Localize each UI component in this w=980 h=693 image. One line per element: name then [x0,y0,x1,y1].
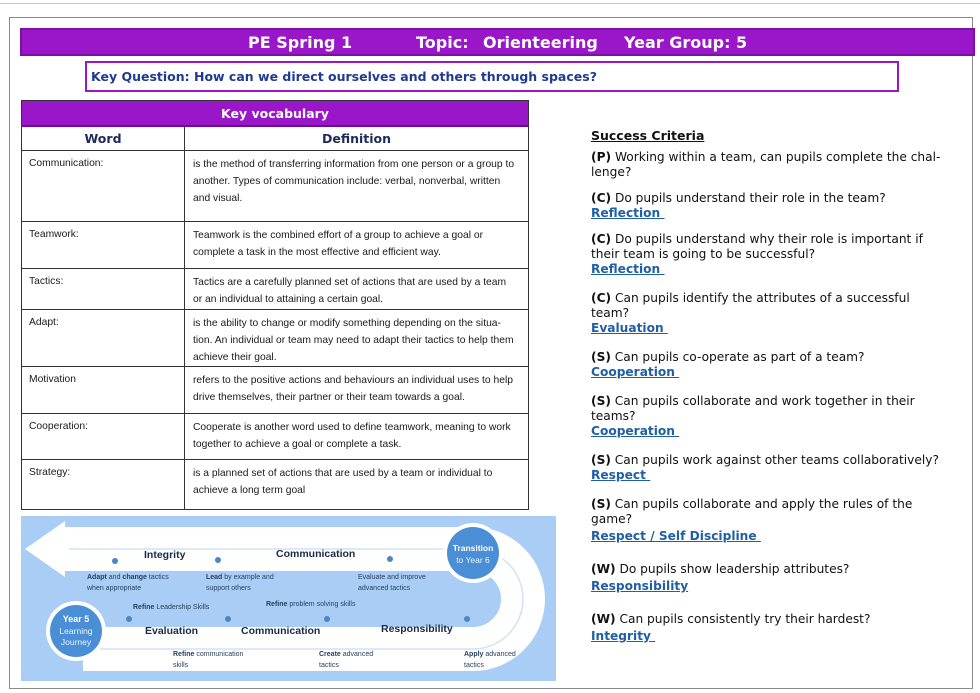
end-badge-sub: to Year 6 [456,555,490,565]
vocab-word: Strategy: [22,460,185,510]
note-adapt-2: when appropriate [87,585,142,592]
criteria-item [591,612,951,644]
criteria-code: (C) [591,232,612,246]
note-evaluate-2: advanced tactics [358,585,411,592]
criteria-code: (S) [591,497,611,511]
vocab-word: Cooperation: [22,414,185,460]
end-badge [443,523,503,583]
vocabulary-title: Key vocabulary [22,101,529,127]
table-row [22,310,529,367]
journey-dot [215,557,221,563]
criteria-item [591,291,951,336]
journey-dot [464,616,470,622]
top-rule [0,3,980,4]
note-lead: Lead by example and [206,574,274,581]
stage-communication-bottom: Communication [241,625,321,637]
criteria-item [591,150,951,180]
criteria-item [591,394,951,439]
criteria-code: (C) [591,191,612,205]
end-badge-title: Transition [452,543,494,553]
value-link-cooperation[interactable]: Cooperation [591,424,680,438]
journey-dot [112,558,118,564]
criteria-code: (W) [591,562,616,576]
criteria-code: (C) [591,291,612,305]
stage-evaluation: Evaluation [145,625,199,637]
topic-name: Orienteering [483,33,598,52]
table-row [22,460,529,510]
start-badge [46,601,106,661]
value-link-cooperation[interactable]: Cooperation [591,365,680,379]
vocab-word: Tactics: [22,269,185,310]
table-row [22,367,529,414]
journey-dot [324,616,330,622]
year-group: Year Group: 5 [624,33,748,52]
value-link-reflection[interactable]: Reflection [591,206,665,220]
vocab-word: Communication: [22,151,185,222]
note-apply-2: tactics [464,662,484,669]
value-link-integrity[interactable]: Integrity [591,629,656,643]
vocab-word: Motivation [22,367,185,414]
table-row [22,151,529,222]
criteria-item [591,453,951,483]
note-adapt: Adapt and change tactics [87,574,169,581]
vocab-definition: Cooperate is another word used to define teamwork, meaning to work together to achieve a goal or complete a task. [185,414,529,460]
criteria-code: (W) [591,612,616,626]
success-criteria-title: Success Criteria [591,128,705,143]
value-link-responsibility[interactable]: Responsibility [591,579,689,593]
learning-journey-graphic [21,516,556,681]
criteria-item [591,497,951,544]
start-badge-line2: Journey [60,637,92,647]
vocab-definition: is the ability to change or modify something depending on the situa-tion. An individual or team may need to adapt their tactics to help them achieve their goal. [185,310,529,367]
note-evaluate: Evaluate and improve [358,574,426,581]
vocab-definition: is a planned set of actions that are used by a team or individual to achieve a long term goal [185,460,529,510]
topic-label: Topic: [416,33,469,52]
title-bar [20,28,975,56]
start-badge-title: Year 5 [62,614,90,624]
note-refine-leadership: Refine Leadership Skills [133,604,210,611]
note-refine-communication: Refine communication [173,651,244,658]
key-question: Key Question: How can we direct ourselves and others through spaces? [85,61,899,92]
criteria-text: Can pupils co-operate as part of a team? [610,350,865,364]
journey-dot [225,616,231,622]
criteria-text: Do pupils understand their role in the team? [611,191,886,205]
subject-title: PE Spring 1 [248,33,353,52]
value-link-evaluation[interactable]: Evaluation [591,321,668,335]
criteria-text: Do pupils understand why their role is important if their team is going to be successful? [591,232,923,261]
note-refine-problem: Refine problem solving skills [266,601,356,608]
criteria-code: (S) [591,350,611,364]
note-apply: Apply advanced [464,651,516,658]
stage-communication-top: Communication [276,548,356,560]
start-badge-line1: Learning [59,626,93,636]
note-create-2: tactics [319,662,339,669]
vocab-definition: Teamwork is the combined effort of a group to achieve a goal or complete a task in the most effective and efficient way. [185,222,529,269]
criteria-item [591,350,951,380]
criteria-code: (P) [591,150,612,164]
note-create: Create advanced [319,651,374,658]
vocabulary-table [21,100,529,510]
stage-integrity: Integrity [144,549,186,561]
criteria-item [591,232,951,277]
criteria-text: Can pupils consistently try their hardest? [615,612,871,626]
vocab-word: Teamwork: [22,222,185,269]
value-link-respect[interactable]: Respect [591,468,651,482]
vocab-definition: is the method of transferring information from one person or a group to another. Types of communication include: verbal, nonverbal, written and visual. [185,151,529,222]
note-refine-communication-2: skills [173,662,189,669]
value-link-reflection[interactable]: Reflection [591,262,665,276]
criteria-item [591,562,951,594]
criteria-text: Can pupils work against other teams collaboratively? [610,453,939,467]
criteria-text: Can pupils collaborate and apply the rules of the game? [591,497,913,526]
table-row [22,414,529,460]
stage-responsibility: Responsibility [381,623,453,635]
column-header-word: Word [22,126,185,151]
criteria-text: Can pupils identify the attributes of a successful team? [591,291,910,320]
vocab-definition: Tactics are a carefully planned set of actions that are used by a team or an individual to attaining a certain goal. [185,269,529,310]
criteria-text: Can pupils collaborate and work together in their teams? [591,394,915,423]
journey-dot [126,616,132,622]
criteria-item [591,191,951,221]
note-lead-2: support others [206,585,251,592]
criteria-code: (S) [591,453,611,467]
vocab-word: Adapt: [22,310,185,367]
journey-dot [387,556,393,562]
criteria-text: Do pupils show leadership attributes? [615,562,850,576]
value-link-respect-self-discipline[interactable]: Respect / Self Discipline [591,529,761,543]
success-criteria [591,128,951,655]
vocab-definition: refers to the positive actions and behaviours an individual uses to help drive themselves, their partner or their team towards a goal. [185,367,529,414]
criteria-text: Working within a team, can pupils complete the chal-lenge? [591,150,941,179]
table-row [22,222,529,269]
criteria-code: (S) [591,394,611,408]
table-row [22,269,529,310]
column-header-definition: Definition [185,126,529,151]
